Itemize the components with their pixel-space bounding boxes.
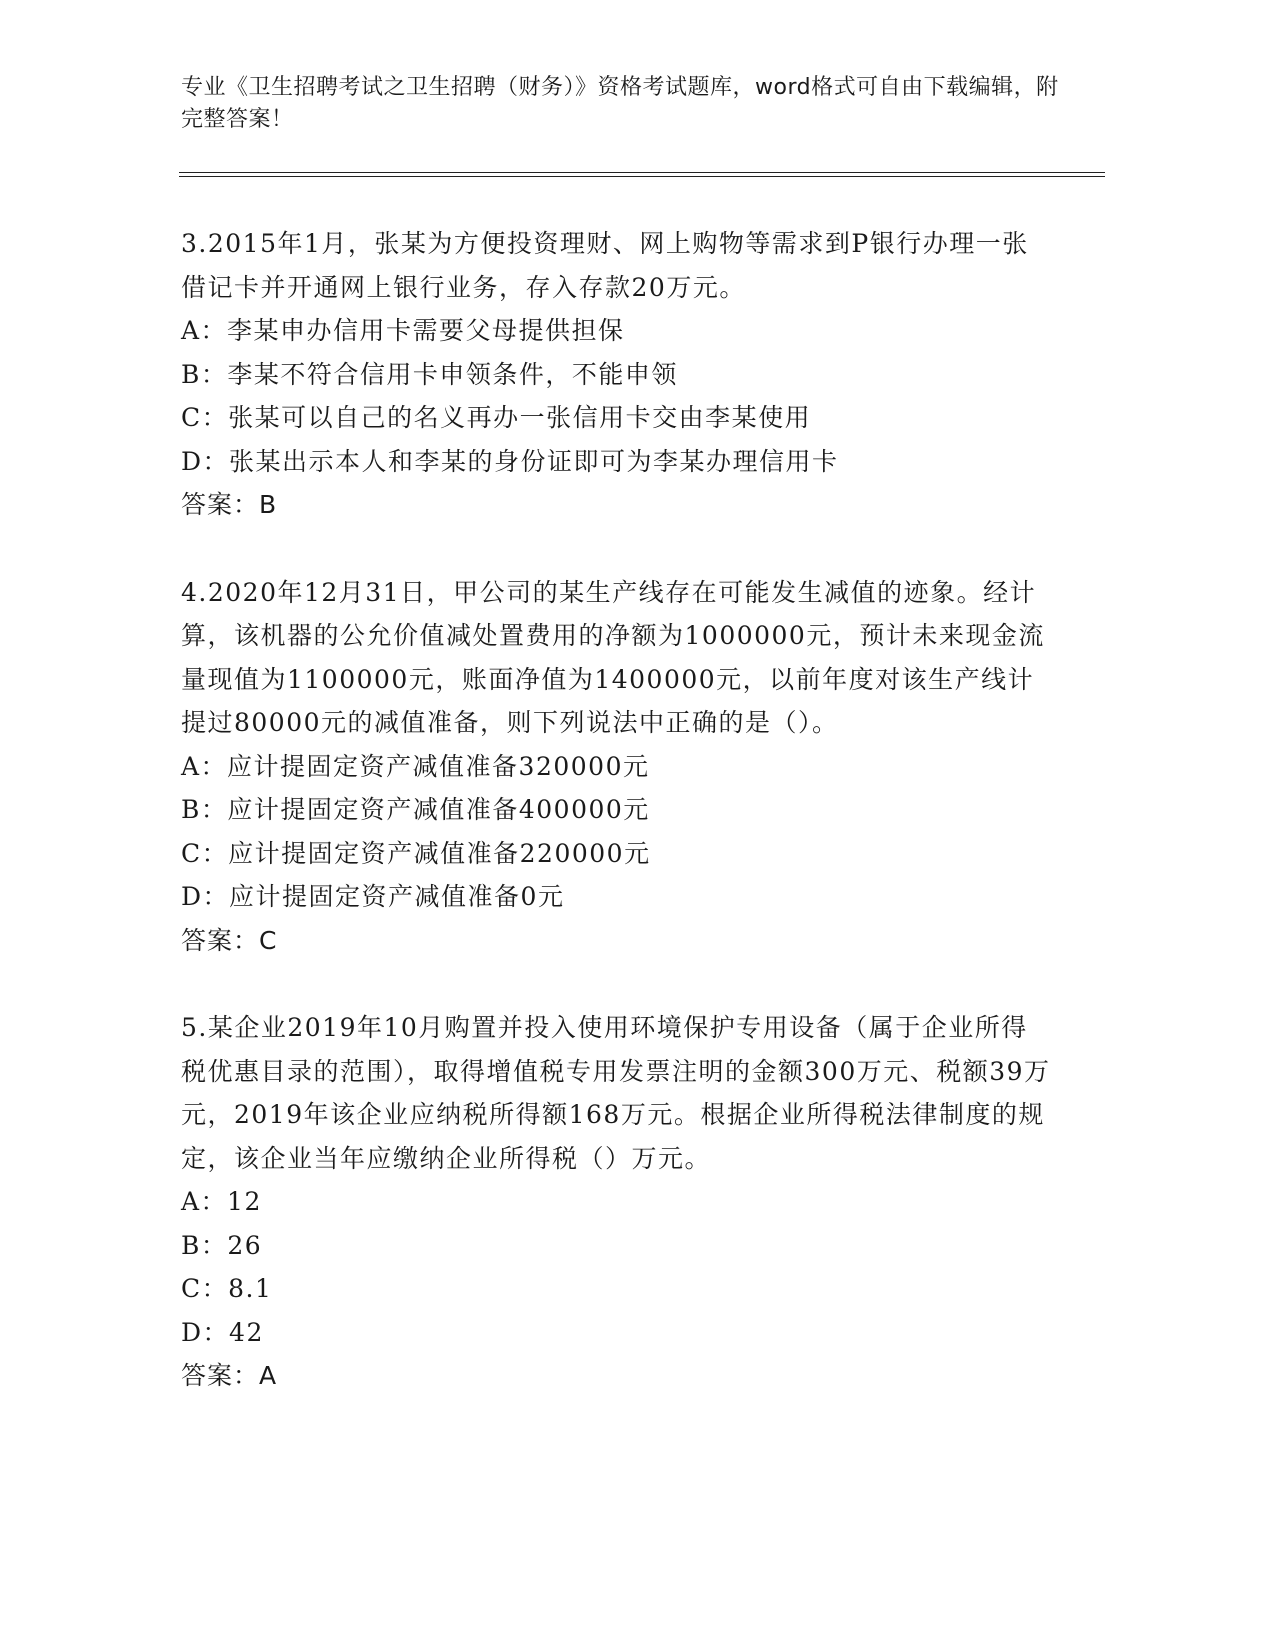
question-5 [181, 1006, 1051, 1398]
option-c: C：8.1 [181, 1274, 273, 1303]
question-4 [181, 571, 1051, 963]
option-a: A：应计提固定资产减值准备320000元 [181, 751, 650, 781]
question-stem: 3.2015年1月，张某为方便投资理财、网上购物等需求到P银行办理一张借记卡并开通网上银行业务，存入存款20万元。 [181, 229, 1029, 302]
option-d: D：张某出示本人和李某的身份证即可为李某办理信用卡 [181, 446, 839, 476]
option-b: B：李某不符合信用卡申领条件，不能申领 [181, 359, 678, 389]
option-b: B：应计提固定资产减值准备400000元 [181, 795, 650, 824]
option-c: C：应计提固定资产减值准备220000元 [181, 838, 651, 868]
answer-label: 答案：C [181, 925, 278, 955]
option-b: B：26 [181, 1230, 263, 1260]
answer-label: 答案：B [181, 490, 278, 519]
question-list [181, 222, 1051, 1442]
answer-label: 答案：A [181, 1361, 278, 1390]
option-c: C：张某可以自己的名义再办一张信用卡交由李某使用 [181, 403, 812, 432]
option-d: D：应计提固定资产减值准备0元 [181, 882, 565, 911]
option-d: D：42 [181, 1317, 264, 1347]
document-header: 专业《卫生招聘考试之卫生招聘（财务）》资格考试题库，word格式可自由下载编辑，附完整答案！ [181, 75, 1059, 132]
question-stem: 4.2020年12月31日，甲公司的某生产线存在可能发生减值的迹象。经计算，该机器的公允价值减处置费用的净额为1000000元，预计未来现金流量现值为1100000元，账面净值为1400000元，以前年度对该生产线计提过80000元的减值准备，则下列说法中正确的是（）。 [181, 577, 1045, 737]
header-divider [179, 172, 1105, 177]
option-a: A：12 [181, 1187, 262, 1216]
question-3 [181, 222, 1051, 527]
option-a: A：李某申办信用卡需要父母提供担保 [181, 316, 625, 345]
question-stem: 5.某企业2019年10月购置并投入使用环境保护专用设备（属于企业所得税优惠目录的范围），取得增值税专用发票注明的金额300万元、税额39万元，2019年该企业应纳税所得额168万元。根据企业所得税法律制度的规定，该企业当年应缴纳企业所得税（）万元。 [181, 1013, 1051, 1173]
